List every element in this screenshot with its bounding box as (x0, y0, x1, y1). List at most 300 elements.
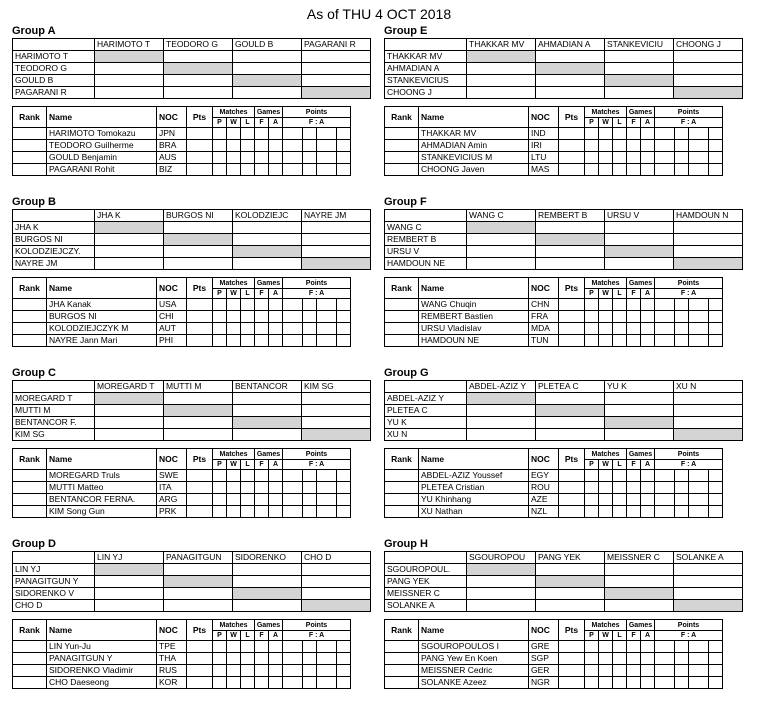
pts-cell (187, 506, 213, 518)
points-cell (655, 323, 675, 335)
player-name: THAKKAR MV (419, 128, 529, 140)
stat-cell (269, 506, 283, 518)
stat-cell (269, 494, 283, 506)
match-cell (605, 393, 674, 405)
p-subheader: P (213, 460, 227, 470)
points-cell (303, 299, 317, 311)
player-name: BURGOS NI (47, 311, 157, 323)
pts-cell (187, 323, 213, 335)
stat-cell (585, 335, 599, 347)
table-row (13, 506, 351, 518)
match-cell-self (95, 564, 164, 576)
points-cell (709, 641, 723, 653)
match-grid-row (385, 87, 743, 99)
stat-cell (641, 506, 655, 518)
match-grid-corner (385, 210, 467, 222)
stat-cell (599, 140, 613, 152)
name-header: Name (419, 449, 529, 470)
stat-cell (227, 653, 241, 665)
noc-header: NOC (529, 278, 559, 299)
points-cell (675, 299, 689, 311)
pts-cell (559, 140, 585, 152)
points-cell (689, 128, 709, 140)
match-grid-col-header: XU N (674, 381, 743, 393)
table-row (13, 494, 351, 506)
player-name: WANG Chuqin (419, 299, 529, 311)
rank-cell (385, 653, 419, 665)
match-cell-self (95, 51, 164, 63)
match-cell-self (605, 417, 674, 429)
match-cell (302, 246, 371, 258)
l-subheader: L (613, 631, 627, 641)
player-name: PLETEA Cristian (419, 482, 529, 494)
match-grid-row-header: CHO D (13, 600, 95, 612)
stat-cell (269, 152, 283, 164)
p-subheader: P (213, 118, 227, 128)
table-row (385, 335, 723, 347)
stat-cell (213, 641, 227, 653)
stat-cell (613, 335, 627, 347)
player-noc: AUT (157, 323, 187, 335)
l-subheader: L (241, 631, 255, 641)
match-cell (536, 429, 605, 441)
stat-cell (213, 140, 227, 152)
points-cell (317, 677, 337, 689)
points-cell (675, 335, 689, 347)
fa-subheader: F : A (283, 460, 351, 470)
group-title: Group D (12, 538, 56, 550)
points-cell (317, 506, 337, 518)
name-header: Name (419, 107, 529, 128)
player-name: XU Nathan (419, 506, 529, 518)
pts-cell (559, 641, 585, 653)
page-title: As of THU 4 OCT 2018 (306, 6, 452, 22)
match-cell (95, 417, 164, 429)
stat-cell (627, 494, 641, 506)
match-grid (384, 380, 743, 441)
stat-cell (613, 665, 627, 677)
name-header: Name (419, 620, 529, 641)
stat-cell (585, 140, 599, 152)
fa-subheader: F : A (283, 631, 351, 641)
points-cell (709, 335, 723, 347)
match-grid-row (385, 576, 743, 588)
match-cell (605, 258, 674, 270)
match-cell (95, 246, 164, 258)
points-cell (303, 128, 317, 140)
stat-cell (599, 677, 613, 689)
stat-cell (269, 335, 283, 347)
player-name: SOLANKE Azeez (419, 677, 529, 689)
stat-cell (213, 335, 227, 347)
player-name: SGOUROPOULOS I (419, 641, 529, 653)
rank-header: Rank (13, 620, 47, 641)
points-cell (709, 506, 723, 518)
points-cell (303, 140, 317, 152)
player-name: YU Khinhang (419, 494, 529, 506)
points-cell (689, 506, 709, 518)
stat-cell (269, 323, 283, 335)
table-row (385, 653, 723, 665)
match-cell (95, 258, 164, 270)
match-grid-col-header: ABDEL-AZIZ Y (467, 381, 536, 393)
pts-header: Pts (559, 278, 585, 299)
match-grid-col-header: PANG YEK (536, 552, 605, 564)
player-name: TEODORO Guilherme (47, 140, 157, 152)
match-grid-row-header: SGOUROPOUL. (385, 564, 467, 576)
match-grid-row-header: KIM SG (13, 429, 95, 441)
points-cell (675, 323, 689, 335)
pts-cell (187, 128, 213, 140)
match-grid-row-header: BENTANCOR F. (13, 417, 95, 429)
rank-cell (385, 299, 419, 311)
match-cell (95, 87, 164, 99)
points-cell (655, 641, 675, 653)
stat-cell (255, 653, 269, 665)
rank-cell (13, 470, 47, 482)
w-subheader: W (599, 460, 613, 470)
pts-cell (559, 299, 585, 311)
match-grid-col-header: JHA K (95, 210, 164, 222)
stat-cell (641, 299, 655, 311)
match-grid-col-header: CHOONG J (674, 39, 743, 51)
match-cell (302, 75, 371, 87)
rank-cell (13, 128, 47, 140)
points-cell (689, 140, 709, 152)
table-row (13, 323, 351, 335)
table-row (13, 482, 351, 494)
match-grid-corner (13, 381, 95, 393)
match-cell (605, 600, 674, 612)
match-cell (302, 564, 371, 576)
match-cell (302, 51, 371, 63)
points-cell (655, 470, 675, 482)
stat-cell (227, 299, 241, 311)
match-cell-self (302, 258, 371, 270)
match-cell (95, 234, 164, 246)
points-cell (675, 140, 689, 152)
stat-cell (627, 506, 641, 518)
stat-cell (599, 494, 613, 506)
match-grid-col-header: REMBERT B (536, 210, 605, 222)
match-cell-self (467, 222, 536, 234)
match-grid-col-header: SGOUROPOU (467, 552, 536, 564)
match-cell (467, 417, 536, 429)
stat-cell (585, 299, 599, 311)
pts-cell (187, 152, 213, 164)
fa-subheader: F : A (655, 460, 723, 470)
p-subheader: P (213, 289, 227, 299)
match-cell (536, 588, 605, 600)
player-noc: LTU (529, 152, 559, 164)
points-cell (675, 482, 689, 494)
points-cell (675, 164, 689, 176)
match-cell (95, 405, 164, 417)
table-row (385, 128, 723, 140)
match-cell (302, 405, 371, 417)
match-grid-col-header: AHMADIAN A (536, 39, 605, 51)
points-cell (283, 641, 303, 653)
stat-cell (213, 299, 227, 311)
match-grid-row-header: URSU V (385, 246, 467, 258)
points-cell (283, 128, 303, 140)
match-cell (233, 405, 302, 417)
rank-cell (385, 482, 419, 494)
player-noc: NZL (529, 506, 559, 518)
stat-cell (599, 335, 613, 347)
w-subheader: W (599, 289, 613, 299)
stat-cell (255, 482, 269, 494)
match-cell (674, 588, 743, 600)
player-noc: SWE (157, 470, 187, 482)
stat-cell (241, 641, 255, 653)
points-cell (655, 152, 675, 164)
match-grid-row (13, 222, 371, 234)
stat-cell (585, 470, 599, 482)
stat-cell (641, 335, 655, 347)
stat-cell (227, 677, 241, 689)
stat-cell (255, 494, 269, 506)
points-cell (675, 470, 689, 482)
player-name: MEISSNER Cedric (419, 665, 529, 677)
rank-cell (385, 494, 419, 506)
player-name: MOREGARD Truls (47, 470, 157, 482)
pts-cell (559, 494, 585, 506)
match-cell (467, 429, 536, 441)
rank-header: Rank (385, 278, 419, 299)
match-grid-corner (385, 381, 467, 393)
table-row (385, 311, 723, 323)
points-cell (655, 164, 675, 176)
stat-cell (599, 665, 613, 677)
stat-cell (627, 323, 641, 335)
stat-cell (227, 128, 241, 140)
stat-cell (241, 470, 255, 482)
points-cell (317, 299, 337, 311)
points-cell (303, 665, 317, 677)
rank-cell (13, 323, 47, 335)
stat-cell (227, 152, 241, 164)
f-subheader: F (255, 118, 269, 128)
stat-cell (641, 665, 655, 677)
table-row (385, 140, 723, 152)
match-cell (536, 51, 605, 63)
rank-cell (385, 164, 419, 176)
match-grid-corner (13, 210, 95, 222)
table-row (385, 299, 723, 311)
points-header: Points (283, 449, 351, 460)
points-cell (709, 653, 723, 665)
match-cell-self (302, 600, 371, 612)
stat-cell (269, 470, 283, 482)
match-cell (302, 234, 371, 246)
ranking-table (384, 106, 723, 176)
rank-cell (385, 128, 419, 140)
match-grid-row (13, 576, 371, 588)
stat-cell (641, 164, 655, 176)
rank-header: Rank (13, 449, 47, 470)
points-cell (283, 335, 303, 347)
pts-cell (187, 335, 213, 347)
rank-cell (13, 677, 47, 689)
stat-cell (641, 494, 655, 506)
rank-header: Rank (13, 278, 47, 299)
table-row (385, 152, 723, 164)
match-grid-row (13, 405, 371, 417)
games-header: Games (627, 620, 655, 631)
stat-cell (269, 128, 283, 140)
match-grid-row-header: STANKEVICIUS (385, 75, 467, 87)
table-row (385, 494, 723, 506)
fa-subheader: F : A (283, 289, 351, 299)
pts-cell (559, 335, 585, 347)
stat-cell (627, 641, 641, 653)
player-noc: SGP (529, 653, 559, 665)
stat-cell (213, 677, 227, 689)
matches-header: Matches (585, 449, 627, 460)
points-cell (709, 164, 723, 176)
rank-cell (13, 140, 47, 152)
match-cell-self (605, 588, 674, 600)
stat-cell (241, 140, 255, 152)
stat-cell (241, 482, 255, 494)
stat-cell (627, 677, 641, 689)
pts-cell (187, 164, 213, 176)
rank-cell (385, 140, 419, 152)
points-cell (689, 677, 709, 689)
stat-cell (227, 494, 241, 506)
name-header: Name (47, 278, 157, 299)
stat-cell (613, 470, 627, 482)
match-cell-self (536, 234, 605, 246)
l-subheader: L (613, 460, 627, 470)
points-cell (675, 641, 689, 653)
stat-cell (599, 470, 613, 482)
stat-cell (627, 152, 641, 164)
stat-cell (269, 311, 283, 323)
stat-cell (585, 665, 599, 677)
match-cell (164, 417, 233, 429)
points-cell (709, 665, 723, 677)
stat-cell (585, 152, 599, 164)
points-cell (337, 323, 351, 335)
stat-cell (227, 311, 241, 323)
points-cell (283, 665, 303, 677)
points-cell (709, 323, 723, 335)
player-noc: MAS (529, 164, 559, 176)
rank-cell (385, 323, 419, 335)
points-header: Points (283, 278, 351, 289)
pts-cell (559, 128, 585, 140)
match-cell (233, 51, 302, 63)
match-cell-self (302, 429, 371, 441)
match-cell (605, 234, 674, 246)
match-cell (674, 405, 743, 417)
points-cell (675, 665, 689, 677)
stat-cell (641, 140, 655, 152)
points-cell (303, 335, 317, 347)
match-cell (233, 222, 302, 234)
points-cell (283, 323, 303, 335)
points-cell (303, 311, 317, 323)
player-noc: AZE (529, 494, 559, 506)
match-grid (12, 380, 371, 441)
match-grid-row (13, 63, 371, 75)
games-header: Games (627, 107, 655, 118)
stat-cell (599, 506, 613, 518)
player-noc: GER (529, 665, 559, 677)
points-cell (675, 311, 689, 323)
match-cell (605, 429, 674, 441)
points-cell (303, 470, 317, 482)
points-cell (303, 323, 317, 335)
match-grid-col-header: KOLODZIEJC (233, 210, 302, 222)
rank-cell (13, 641, 47, 653)
match-grid-row (385, 405, 743, 417)
match-cell (164, 87, 233, 99)
match-cell-self (302, 87, 371, 99)
match-cell (674, 246, 743, 258)
games-header: Games (255, 278, 283, 289)
match-grid-col-header: YU K (605, 381, 674, 393)
match-cell-self (674, 600, 743, 612)
match-grid-row (13, 564, 371, 576)
match-grid-row-header: PANG YEK (385, 576, 467, 588)
rank-cell (13, 152, 47, 164)
match-cell (605, 576, 674, 588)
fa-subheader: F : A (283, 118, 351, 128)
points-cell (303, 494, 317, 506)
match-grid-row-header: SOLANKE A (385, 600, 467, 612)
points-header: Points (283, 620, 351, 631)
match-cell (467, 588, 536, 600)
points-header: Points (655, 278, 723, 289)
pts-cell (187, 641, 213, 653)
player-noc: TUN (529, 335, 559, 347)
stat-cell (641, 152, 655, 164)
stat-cell (269, 482, 283, 494)
player-name: GOULD Benjamin (47, 152, 157, 164)
rank-cell (385, 506, 419, 518)
match-cell (605, 222, 674, 234)
points-cell (655, 335, 675, 347)
pts-cell (187, 494, 213, 506)
p-subheader: P (585, 289, 599, 299)
match-cell (164, 600, 233, 612)
player-name: CHOONG Javen (419, 164, 529, 176)
a-subheader: A (269, 289, 283, 299)
match-grid-row (13, 429, 371, 441)
match-cell (302, 417, 371, 429)
points-cell (337, 506, 351, 518)
player-noc: KOR (157, 677, 187, 689)
points-cell (283, 482, 303, 494)
match-grid-row-header: TEODORO G (13, 63, 95, 75)
match-grid-row-header: SIDORENKO V (13, 588, 95, 600)
match-grid-row (385, 600, 743, 612)
pts-header: Pts (559, 449, 585, 470)
stat-cell (599, 128, 613, 140)
pts-cell (187, 665, 213, 677)
points-cell (317, 335, 337, 347)
points-cell (337, 128, 351, 140)
player-noc: BIZ (157, 164, 187, 176)
noc-header: NOC (157, 278, 187, 299)
stat-cell (585, 653, 599, 665)
match-cell (233, 87, 302, 99)
rank-header: Rank (13, 107, 47, 128)
match-grid-col-header: PLETEA C (536, 381, 605, 393)
